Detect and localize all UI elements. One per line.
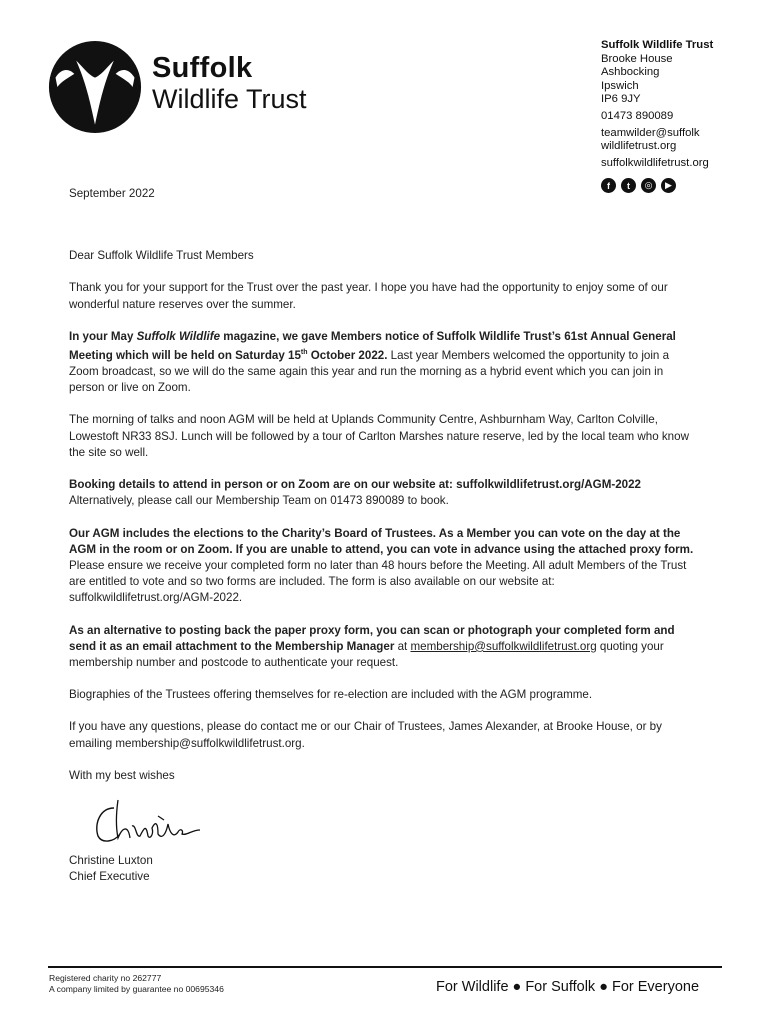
paragraph-6: As an alternative to posting back the paper proxy form, you can scan or photograph your completed form and send it as an email attachment to the Membership Manager at membership@suffolkwildlifetrust.org quoting your membership number and postcode to authenticate your request. xyxy=(69,623,675,669)
address-block xyxy=(601,39,713,170)
paragraph-5: Our AGM includes the elections to the Charity’s Board of Trustees. As a Member you can vote on the day at the AGM in the room or on Zoom. If you are unable to attend, you can vote in advance using the attached proxy form. Please ensure we receive your completed form no later than 48 hours before the Meeting. All adult Members of the Trust are entitled to vote and so two forms are included. The form is also available on our website at: suffolkwildlifetrust.org/AGM-2022. xyxy=(69,526,694,605)
company-number: A company limited by guarantee no 00695346 xyxy=(49,984,224,994)
paragraph-8: If you have any questions, please do contact me or our Chair of Trustees, James Alexander, at Brooke House, or by emailing membership@suffolkwildlifetrust.org. xyxy=(69,720,662,750)
signer-name: Christine Luxton xyxy=(69,854,153,867)
letter-closing: With my best wishes xyxy=(69,768,175,782)
facebook-icon[interactable]: f xyxy=(601,178,616,193)
footer-divider xyxy=(48,966,722,968)
address-website: suffolkwildlifetrust.org xyxy=(601,156,709,169)
letter-body xyxy=(69,186,701,800)
letter-salutation: Dear Suffolk Wildlife Trust Members xyxy=(69,249,254,263)
address-email-line2: wildlifetrust.org xyxy=(601,140,677,153)
letter-date: September 2022 xyxy=(69,187,155,200)
paragraph-1: Thank you for your support for the Trust over the past year. I hope you have had the opportunity to enjoy some of our wonderful nature reserves over the summer. xyxy=(69,281,668,311)
paragraph-2: In your May Suffolk Wildlife magazine, we gave Members notice of Suffolk Wildlife Trust’s 61st Annual General Meeting which will be held on Saturday 15th October 2022. Last year Members welcomed the opportunity to join a Zoom broadcast, so we will do the same again this year and run the morning as a hybrid event which you can join in person or live on Zoom. xyxy=(69,329,676,395)
paragraph-4: Booking details to attend in person or on Zoom are on our website at: suffolkwildlifetrust.org/AGM-2022 Alternatively, please call our Membership Team on 01473 890089 to book. xyxy=(69,478,642,508)
handwritten-signature xyxy=(92,794,212,848)
footer-tagline: For Wildlife ● For Suffolk ● For Everyone xyxy=(436,979,700,995)
badger-logo-icon xyxy=(48,40,142,134)
paragraph-3: The morning of talks and noon AGM will be held at Uplands Community Centre, Ashburnham Way, Carlton Colville, Lowestoft NR33 8SJ. Lunch will be followed by a tour of Carlton Marshes nature reserve, led by the local team who know the site so well. xyxy=(69,413,689,459)
twitter-icon[interactable]: t xyxy=(621,178,636,193)
brand-name-line2: Wildlife Trust xyxy=(152,84,307,114)
youtube-icon[interactable]: ▶ xyxy=(661,178,676,193)
signer-title: Chief Executive xyxy=(69,870,150,884)
address-line1: Brooke House xyxy=(601,52,673,65)
registered-charity: Registered charity no 262777 xyxy=(49,973,162,983)
registration-info xyxy=(49,973,224,995)
membership-email-link[interactable]: membership@suffolkwildlifetrust.org xyxy=(410,639,597,653)
address-postcode: IP6 9JY xyxy=(601,93,641,106)
brand-name-line1: Suffolk xyxy=(152,52,253,84)
address-email-line1: teamwilder@suffolk xyxy=(601,126,700,139)
instagram-icon[interactable]: ◎ xyxy=(641,178,656,193)
address-phone: 01473 890089 xyxy=(601,109,674,122)
signer-block xyxy=(69,853,153,885)
paragraph-7: Biographies of the Trustees offering themselves for re-election are included with the AGM programme. xyxy=(69,688,593,702)
address-org: Suffolk Wildlife Trust xyxy=(601,39,714,51)
address-line3: Ipswich xyxy=(601,79,639,92)
address-line2: Ashbocking xyxy=(601,66,660,79)
